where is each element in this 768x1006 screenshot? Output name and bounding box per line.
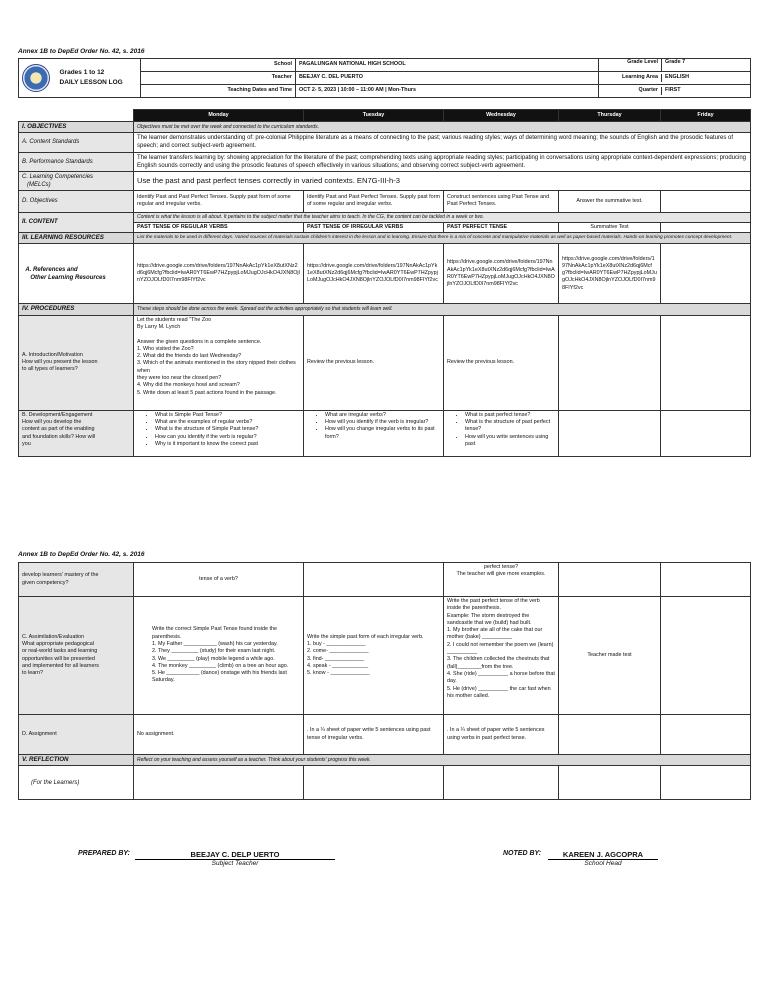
noted-name: KAREEN J. AGCOPRA [562,850,644,859]
teacher-value: BEEJAY C. DEL PUERTO [296,72,599,85]
resources-note: List the materials to be used in different days. Varied sources of materials sustain children's interest in the lesson and in learning. Ensure that there is a mix of concrete and manipulative materials as well as paper-based materials. Hands-on learning promotes concept development. [134,232,751,243]
objective-tuesday: Identify Past and Past Perfect Tenses. Supply past form of some regular and irregular verbs. [304,190,444,212]
content-standards-label: A. Content Standards [19,133,134,152]
content-heading: II. CONTENT [19,212,134,232]
grade-label: Grade Level [599,59,662,71]
deped-seal-icon [22,64,50,92]
objective-thursday: Answer the summative test. [559,190,661,212]
school-label: School [141,59,296,72]
day-wednesday: Wednesday [444,110,559,122]
performance-standards-text: The learner transfers learning by: showing appreciation for the literature of the past; comprehending texts using appropriate reading styles; participating in conversations using appropriate context-dependent expressions; producing English sounds correctly and using the prosodic features of speech effectively in various situations; and observing correct subject-verb agreement. [134,152,751,171]
day-friday: Friday [661,110,751,122]
school-value: PAGALUNGAN NATIONAL HIGH SCHOOL [296,59,599,72]
grade-value: Grade 7 [665,59,686,65]
procedure-c-monday: Write the correct Simple Past Tense found inside the parenthesis. 1. My Father ___________ (wash) his car yesterday. 2. They _________ (study) for their exam last night. 3. We _________ (play) mobile legend a while ago. 4. The monkey _________ (climb) on a tree an hour ago. 5. He ___________ (dance) onstage with his friends last Saturday. [134,597,304,715]
resource-link-tuesday[interactable]: https://drive.google.com/drive/folders/197NnAkAc1pYk1eX8utXNz2d6qj6Mcfg?fbclid=IwAR0YT6EwP7HZpypjLoMJugOJcHkO4JXN8OjlnYZOJOLfD0I7nm98FIYf2vc [304,244,444,304]
reflection-note: Reflect on your teaching and assess yourself as a teacher. Think about your students' progress this week. [134,755,751,766]
annex-label-page2: Annex 1B to DepEd Order No. 42, s. 2016 [18,551,145,558]
objectives-d-label: D. Objectives [19,190,134,212]
day-tuesday: Tuesday [304,110,444,122]
resource-link-thursday[interactable]: https://drive.google.com/drive/folders/197NnAkAc1pYk1eX8utXNz2d6qj6Mcfg?fbclid=IwAR0YT6EwP7HZpypjLoMJugOJcHkO4JXN8OjlnYZOJOLfD0I7nm98FIYf2vc [559,244,661,304]
procedure-c-label: C. Assimilation/Evaluation What appropriate pedagogical or real-world tasks and learning opportunities will be presented and implemented for all learners to learn? [19,597,134,715]
question-item: • How will you change irregular verbs to its past form? [325,426,440,441]
procedure-b-label: B. Development/Engagement How will you develop the content as part of the enabling and foundation skills? How will you [19,410,134,456]
area-value: ENGLISH [665,74,689,81]
resource-link-wednesday[interactable]: https://drive.google.com/drive/folders/197NnAkAc1pYk1eX8utXNz2d6qj6Mcfg?fbclid=IwAR0YT6EwP7HZpypjLoMJugOJcHkO4JXN8OjlnYZOJOLfD0I7nm98FIYf2vc [444,244,559,304]
question-item: • What are the examples of regular verbs? [155,419,300,426]
procedures-note: These steps should be done across the week. Spread out the activities appropriately so that students will learn well. [134,304,751,315]
question-item: • What is the structure of Simple Past tense? [155,426,300,433]
content-tuesday: PAST TENSE OF IRREGULAR VERBS [304,222,444,232]
for-learners-label: (For the Learners) [19,766,134,800]
noted-by-label: NOTED BY: [503,850,542,857]
resource-link-monday[interactable]: https://drive.google.com/drive/folders/197NnAkAc1pYk1eX8utXNz2d6qj6Mcfg?fbclid=IwAR0YT6EwP7HZpypjLoMJugOJcHkO4JXN8OjlnYZOJOLfD0I7nm98FIYf2vc [134,244,304,304]
performance-standards-label: B. Performance Standards [19,152,134,171]
prepared-signature [135,850,335,867]
dll-title-line1: Grades 1 to 12 [59,69,105,77]
prepared-by-label: PREPARED BY: [78,850,130,857]
objectives-heading: I. OBJECTIVES [19,122,134,133]
melcs-text: Use the past and past perfect tenses correctly in varied contexts. EN7G-III-h-3 [134,171,751,190]
procedure-a-wednesday: Review the previous lesson. [444,315,559,410]
procedure-a-monday: Let the students read "The Zoo By Larry M. Lynch Answer the given questions in a complete sentence. 1. Who visited the Zoo? 2. What did the friends do last Wednesday? 3. Which of the animals mentioned in the story nipped their clothes when they were too near the closed pen? 4. Why did the monkeys howl and scream? 5. Write down at least 5 past actions found in the passage. [134,315,304,410]
question-item: • How will you identify if the verb is irregular? [325,419,440,426]
procedure-a-label: A. Introduction/Motivation How will you present the lesson to all types of learners? [19,315,134,410]
day-thursday: Thursday [559,110,661,122]
procedure-b-tuesday [304,410,444,456]
procedure-b-wednesday [444,410,559,456]
procedure-d-monday: No assignment. [134,715,304,755]
content-note: Content is what the lesson is all about. It pertains to the subject matter that the teacher aims to teach. In the CG, the content can be tackled in a week or two. [134,212,751,222]
noted-role: School Head [548,859,658,867]
question-item: • What is past perfect tense? [465,412,555,419]
content-thursday: Summative Test [559,222,661,232]
objective-monday: Identify Past and Past Perfect Tenses. Supply past form of some regular and irregular verbs. [134,190,304,212]
question-item: • Why is it important to know the correct past [155,441,300,448]
procedure-c-thursday: Teacher made test [559,597,661,715]
procedure-b-wednesday-cont: perfect tense? The teacher will give more examples. [444,563,559,597]
procedure-d-wednesday: . In a ¼ sheet of paper write 5 sentences using verbs in past perfect tense. [444,715,559,755]
day-monday: Monday [134,110,304,122]
reflection-heading: V. REFLECTION [19,755,134,766]
prepared-name: BEEJAY C. DELP UERTO [190,850,280,859]
procedure-d-tuesday: . In a ¼ sheet of paper write 5 sentences using past tense of irregular verbs. [304,715,444,755]
dates-value: OCT 2- 5, 2023 | 10:00 – 11:00 AM | Mon-Thurs [296,85,599,98]
melcs-label: C. Learning Competencies (MELCs) [19,171,134,190]
question-item: • How will you write sentences using past [465,434,555,449]
procedures-heading: IV. PROCEDURES [19,304,134,315]
content-monday: PAST TENSE OF REGULAR VERBS [134,222,304,232]
question-item: • What is Simple Past Tense? [155,412,300,419]
dll-title-line2: DAILY LESSON LOG [59,79,123,86]
procedure-a-tuesday: Review the previous lesson. [304,315,444,410]
quarter-label: Quarter [599,87,662,94]
lesson-table-page1 [18,109,751,457]
procedure-b-monday-cont: tense of a verb? [134,563,304,597]
procedure-d-label: D. Assignment [19,715,134,755]
references-label: A. References and Other Learning Resources [19,244,134,304]
dates-label: Teaching Dates and Time [141,85,296,98]
resources-heading: III. LEARNING RESOURCES [19,232,134,243]
procedure-b-label-cont: develop learners' mastery of the given competency? [19,563,134,597]
content-wednesday: PAST PERFECT TENSE [444,222,559,232]
procedure-c-wednesday: Write the past perfect tense of the verb inside the parenthesis. Example: The storm destroyed the sandcastle that we (build) had built. 1. My brother ate all of the cake that our mother (bake) __________ 2. I could not remember the poem we (learn) __________ 3. The children collected the chestnuts that (fall)________from the tree. 4. She (ride) __________ a horse before that day. 5. He (drive) __________ the car fast when his mother called. [444,597,559,715]
content-standards-text: The learner demonstrates understanding of: pre-colonial Philippine literature as a means of connecting to the past; various reading styles; ways of determining word meaning; the sounds of English and the prosodic features of speech; and correct subject-verb agreement. [134,133,751,152]
objectives-note: Objectives must be met over the week and connected to the curriculum standards. [134,122,751,133]
lesson-table-page2 [18,562,751,800]
quarter-value: FIRST [665,87,681,94]
noted-signature [548,850,658,867]
question-item: • What is the structure of past perfect tense? [465,419,555,434]
question-item: • How can you identify if the verb is regular? [155,434,300,441]
objective-wednesday: Construct sentences using Past Tense and Past Perfect Tenses. [444,190,559,212]
procedure-b-monday [134,410,304,456]
teacher-label: Teacher [141,72,296,85]
prepared-role: Subject Teacher [135,859,335,867]
header-table [18,58,751,98]
annex-label: Annex 1B to DepEd Order No. 42, s. 2016 [18,48,145,55]
question-item: • What are irregular verbs? [325,412,440,419]
procedure-c-tuesday: Write the simple past form of each irregular verb. 1. buy - _____________ 2. come- _____________ 3. find- _____________ 4. speak - ____________ 5. know - _____________ [304,597,444,715]
area-label: Learning Area [599,74,662,81]
header-logo-cell [19,59,141,98]
